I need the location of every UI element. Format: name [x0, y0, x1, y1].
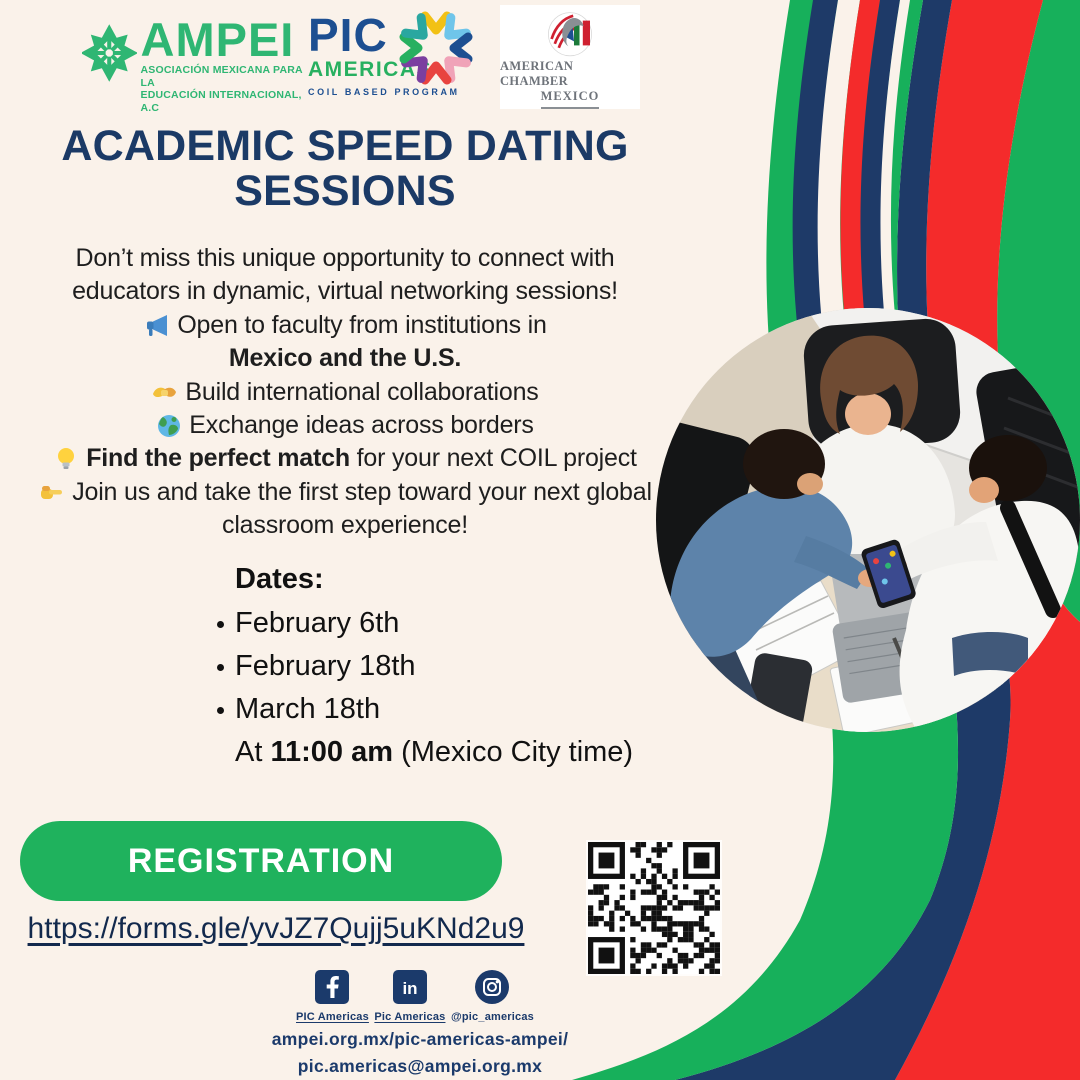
instagram-icon — [475, 970, 509, 1004]
bullet-collaborations: Build international collaborations — [0, 376, 690, 409]
ampei-logo — [82, 13, 312, 114]
lightbulb-icon — [53, 446, 79, 472]
amcham-name: AMERICAN CHAMBER — [500, 59, 574, 89]
amcham-emblem-icon — [541, 11, 599, 57]
dates-heading: Dates: — [235, 563, 324, 595]
pic-starburst-icon — [396, 8, 476, 88]
instagram-link[interactable] — [451, 970, 534, 1023]
team-photo — [656, 308, 1080, 732]
dates-section — [215, 560, 633, 774]
ampei-tagline-1: ASOCIACIÓN MEXICANA PARA LA — [140, 64, 303, 89]
pic-americas-wordmark: AMERICAS — [308, 58, 433, 81]
ampei-tagline-2: EDUCACIÓN INTERNACIONAL, A.C — [140, 89, 302, 114]
svg-text:in: in — [402, 979, 418, 998]
ampei-wordmark: AMPEI — [140, 13, 295, 66]
bullet-open-to-faculty: Open to faculty from institutions in — [0, 309, 690, 342]
globe-icon — [156, 413, 182, 439]
amcham-logo — [500, 5, 640, 109]
megaphone-icon — [143, 312, 170, 339]
linkedin-icon — [393, 970, 427, 1004]
date-item: February 18th — [215, 645, 633, 688]
date-item: March 18th — [215, 688, 633, 731]
bullet-mexico-us: Mexico and the U.S. — [228, 344, 462, 373]
intro-line-2: educators in dynamic, virtual networking sessions! — [72, 277, 618, 306]
footer-website[interactable]: ampei.org.mx/pic-americas-ampei/ — [271, 1029, 569, 1049]
registration-button-label: REGISTRATION — [127, 841, 395, 880]
linkedin-handle: Pic Americas — [374, 1011, 446, 1023]
footer-contact — [70, 1026, 770, 1080]
qr-code — [586, 840, 722, 976]
ampei-star-icon — [82, 24, 137, 82]
registration-link[interactable]: https://forms.gle/yvJZ7Qujj5uKNd2u9 — [27, 912, 525, 945]
social-links — [296, 970, 534, 1023]
pic-americas-logo — [308, 9, 483, 112]
pic-program-label: COIL BASED PROGRAM — [308, 87, 460, 97]
intro-line-1: Don’t miss this unique opportunity to connect with — [75, 244, 615, 272]
dates-list — [215, 602, 633, 731]
page-title — [0, 124, 690, 214]
handshake-icon — [151, 379, 178, 406]
bullet-perfect-match: Find the perfect match for your next COIL project — [0, 442, 690, 475]
instagram-handle: @pic_americas — [450, 1011, 534, 1023]
pointing-right-icon — [38, 479, 65, 506]
footer-email[interactable]: pic.americas@ampei.org.mx — [297, 1056, 543, 1076]
amcham-underline — [541, 107, 599, 109]
facebook-icon — [315, 970, 349, 1004]
title-line-2: SESSIONS — [234, 167, 456, 215]
title-line-1: ACADEMIC SPEED DATING — [61, 122, 629, 170]
bullet-join-us-cont: classroom experience! — [222, 511, 468, 540]
linkedin-link[interactable] — [374, 970, 445, 1023]
bullet-join-us: Join us and take the first step toward your next global — [0, 476, 690, 509]
date-item: February 6th — [215, 602, 633, 645]
session-time: At 11:00 am (Mexico City time) — [235, 736, 634, 768]
bullet-exchange-ideas: Exchange ideas across borders — [0, 409, 690, 442]
facebook-link[interactable] — [296, 970, 369, 1023]
registration-button[interactable] — [20, 821, 502, 901]
body-copy — [0, 242, 690, 543]
pic-wordmark: PIC — [308, 9, 388, 61]
facebook-handle: PIC Americas — [296, 1011, 369, 1023]
amcham-country: MEXICO — [540, 89, 600, 104]
